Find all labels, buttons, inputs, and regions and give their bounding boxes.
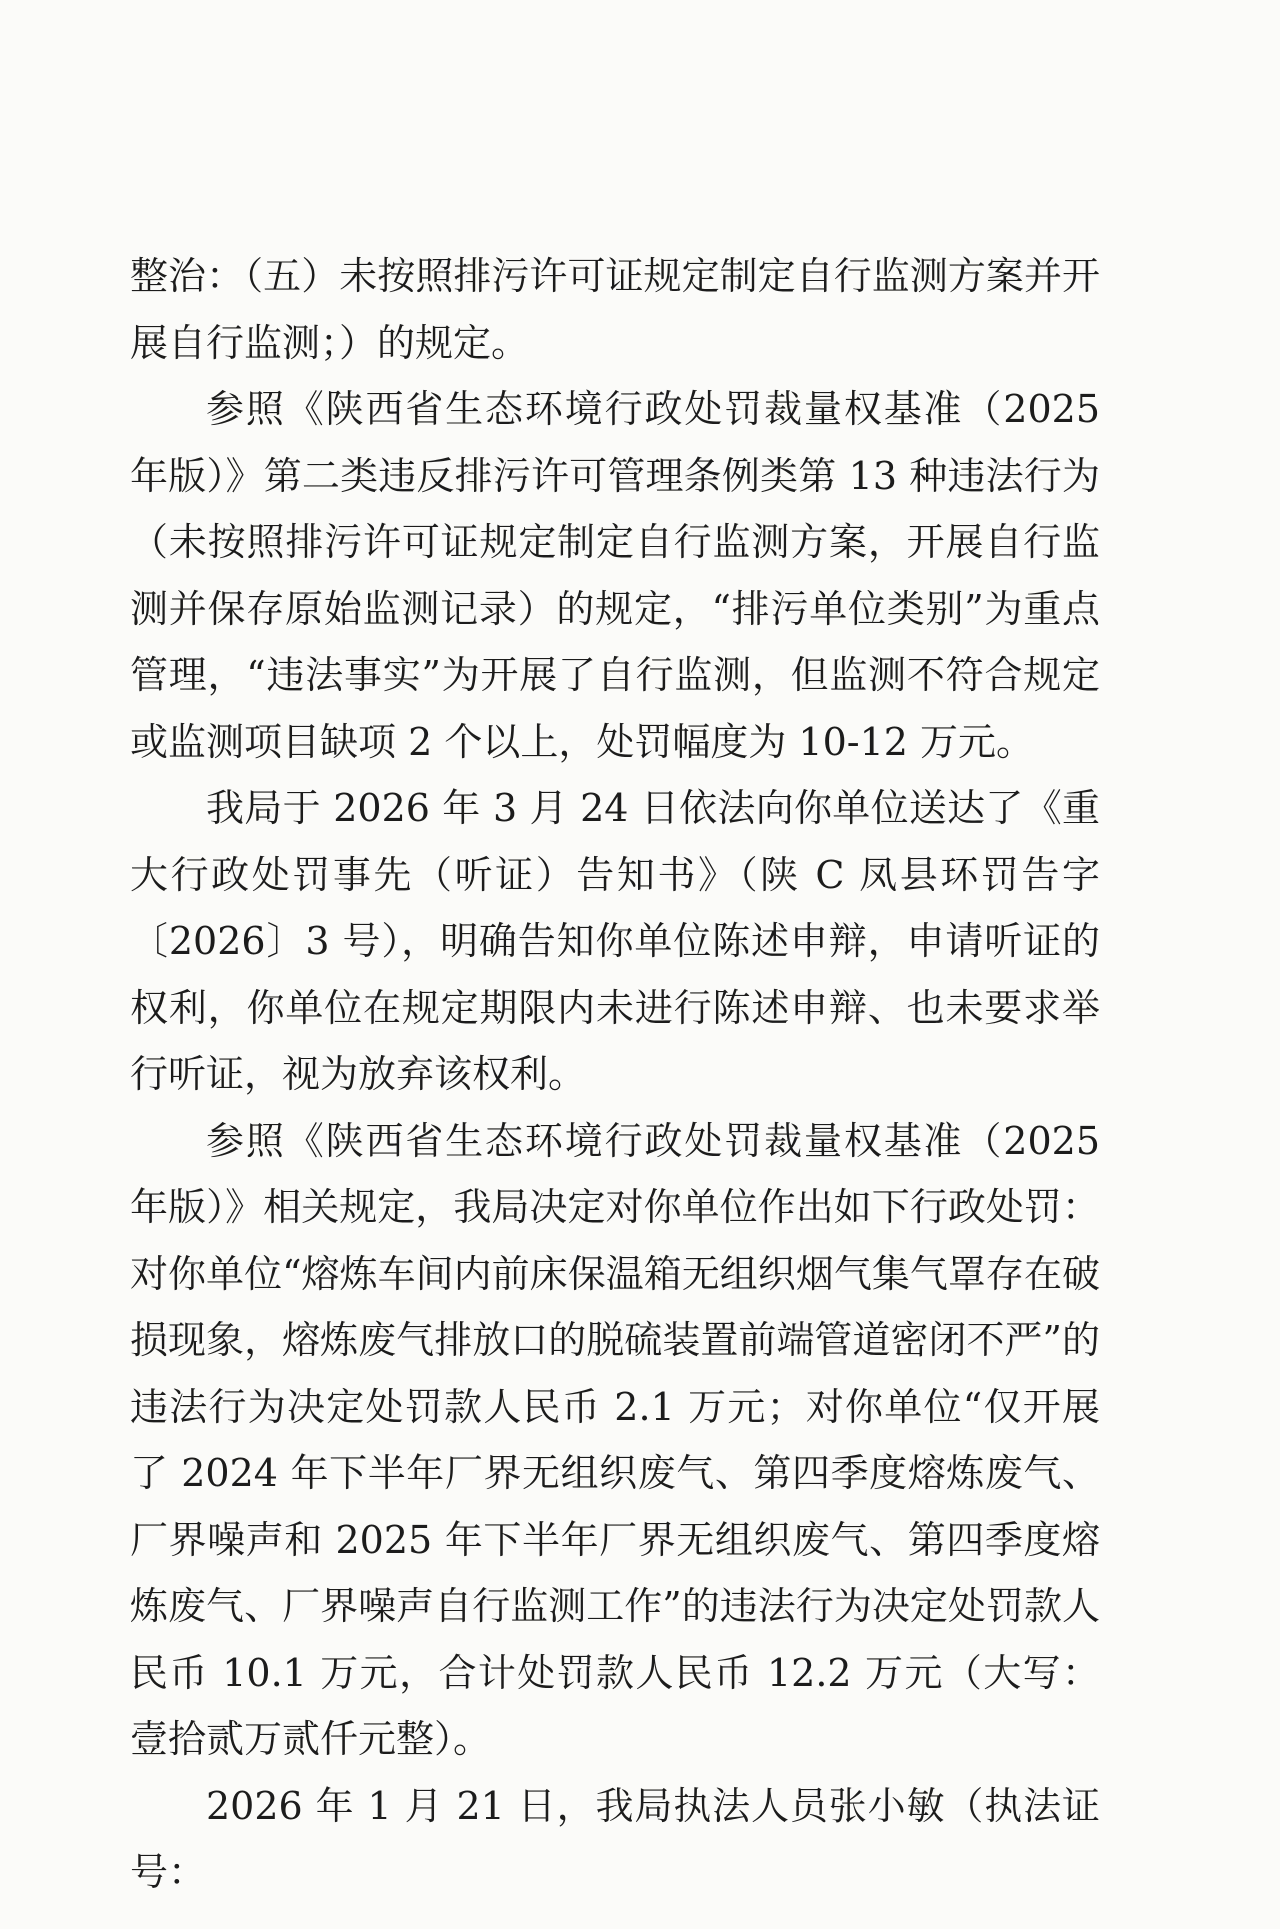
text-line: 了自行监测，但监测不符合规定或监测项目缺项 2 个以上，处罚 [130,653,1100,764]
text-line: 我局于 2026 年 3 月 24 日依法向你单位送达了《重大行政处 [130,786,1100,897]
paragraph [130,775,1100,1108]
text-line: 排放口的脱硫装置前端管道密闭不严”的违法行为决定处罚款人 [130,1318,1100,1429]
text-line: 炼车间内前床保温箱无组织烟气集气罩存在破损现象，熔炼废气 [130,1251,1100,1362]
paragraph [130,1108,1100,1773]
text-line: 幅度为 10-12 万元。 [672,719,1035,764]
text-line: 录）的规定，“排污单位类别”为重点管理，“违法事实”为开展 [130,586,1100,697]
text-line: 写：壹拾贰万贰仟元整）。 [130,1650,1100,1761]
text-line: 2026 年 1 月 21 日，我局执法人员张小敏（执法证号： [130,1783,1100,1894]
paragraph [130,1773,1100,1906]
document-body [130,243,1100,1906]
text-line: 行监测；）的规定。 [206,320,530,365]
text-line: 参照《陕西省生态环境行政处罚裁量权基准（2025 年版）》 [130,387,1100,498]
text-line: 废气、第四季度熔炼废气、厂界噪声和 2025 年下半年厂界无组 [130,1451,1100,1562]
text-line: 许可证规定制定自行监测方案，开展自行监测并保存原始监测记 [130,520,1100,631]
paragraph [130,243,1100,376]
paragraph [130,376,1100,775]
text-line: 为决定处罚款人民币 10.1 万元，合计处罚款人民币 12.2 万元（大 [130,1584,1100,1695]
text-line: 罚事先（听证）告知书》（陕 C 凤县环罚告字〔2026〕3 号）， [130,852,1100,963]
text-line: 明确告知你单位陈述申辩，申请听证的权利，你单位在规定期限 [130,919,1100,1030]
text-line: 内未进行陈述申辩、也未要求举行听证，视为放弃该权利。 [130,985,1100,1096]
text-line: 民币 2.1 万元；对你单位“仅开展了 2024 年下半年厂界无组织 [130,1384,1100,1495]
text-line: 参照《陕西省生态环境行政处罚裁量权基准（2025 年版）》 [130,1118,1100,1229]
text-line: 相关规定，我局决定对你单位作出如下行政处罚：对你单位“熔 [130,1185,1100,1296]
text-line: 第二类违反排污许可管理条例类第 13 种违法行为（未按照排污 [130,453,1100,564]
text-line: 整治：（五）未按照排污许可证规定制定自行监测方案并开展自 [130,254,1100,365]
text-line: 织废气、第四季度熔炼废气、厂界噪声自行监测工作”的违法行 [130,1517,1100,1628]
